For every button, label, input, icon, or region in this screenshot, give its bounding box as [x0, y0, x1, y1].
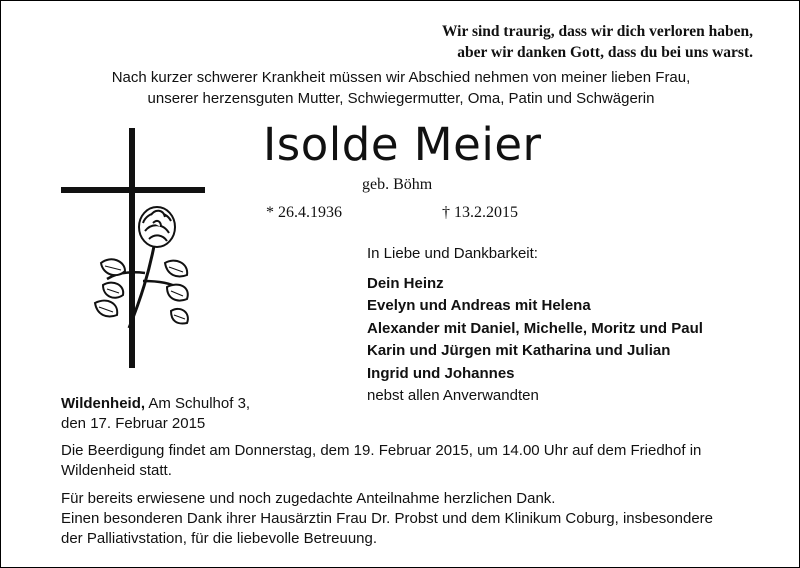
- notice-date: den 17. Februar 2015: [61, 415, 206, 432]
- street-address: Am Schulhof 3,: [145, 395, 251, 412]
- dedication-line: In Liebe und Dankbarkeit:: [367, 245, 538, 262]
- birth-date: * 26.4.1936: [266, 204, 342, 221]
- mourners-list: [367, 273, 703, 407]
- motto-line: aber wir danken Gott, dass du bei uns warst.: [457, 44, 753, 61]
- intro-line: unserer herzensguten Mutter, Schwiegermutter, Oma, Patin und Schwägerin: [147, 90, 655, 107]
- intro-text: [61, 67, 741, 109]
- deceased-name: Isolde Meier: [263, 118, 542, 171]
- birth-name: geb. Böhm: [362, 176, 433, 193]
- town-name: Wildenheid,: [61, 395, 146, 412]
- funeral-info: [61, 441, 761, 481]
- place-and-date: [61, 394, 250, 434]
- intro-line: Nach kurzer schwerer Krankheit müssen wir Abschied nehmen von meiner lieben Frau,: [111, 69, 691, 86]
- motto-quote: [442, 21, 753, 63]
- mourner-item: nebst allen Anverwandten: [367, 387, 539, 405]
- mourner-item: Karin und Jürgen mit Katharina und Julian: [367, 342, 671, 360]
- cross-with-rose-icon: [59, 123, 209, 373]
- mourner-item: Dein Heinz: [367, 275, 444, 292]
- mourner-item: Ingrid und Johannes: [367, 364, 515, 382]
- address-line: [61, 394, 250, 414]
- thanks-line: Einen besonderen Dank ihrer Hausärztin Frau Dr. Probst und dem Klinikum Coburg, insbesondere: [61, 510, 714, 527]
- thanks-line: Für bereits erwiesene und noch zugedachte Anteilnahme herzlichen Dank.: [61, 490, 556, 507]
- funeral-line: Die Beerdigung findet am Donnerstag, dem 19. Februar 2015, um 14.00 Uhr auf dem Friedhof in: [61, 442, 702, 459]
- mourner-item: Alexander mit Daniel, Michelle, Moritz und Paul: [367, 319, 703, 337]
- thanks-line: der Palliativstation, für die liebevolle Betreuung.: [61, 530, 378, 547]
- motto-line: Wir sind traurig, dass wir dich verloren haben,: [441, 23, 753, 40]
- funeral-line: Wildenheid statt.: [61, 462, 172, 479]
- thanks-text: [61, 489, 761, 549]
- mourner-item: Evelyn und Andreas mit Helena: [367, 297, 591, 315]
- death-date: † 13.2.2015: [442, 204, 518, 221]
